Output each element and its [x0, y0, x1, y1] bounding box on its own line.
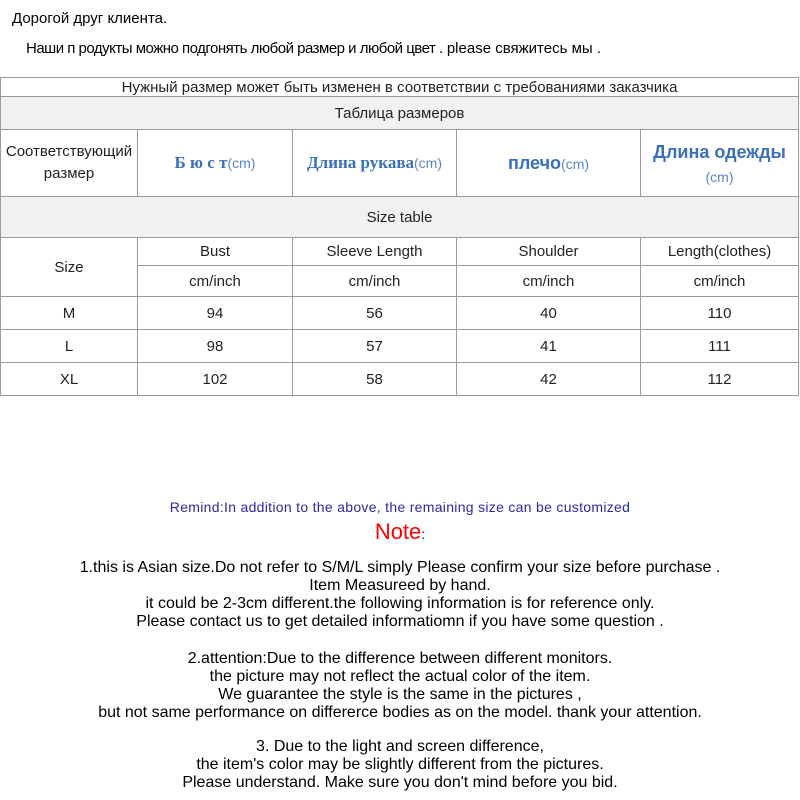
note-line: We guarantee the style is the same in the pictures , [218, 686, 582, 703]
value-cell: 102 [138, 363, 293, 396]
note-paragraph-2 [0, 650, 800, 722]
value-cell: 58 [293, 363, 457, 396]
ru-header-size [1, 130, 138, 197]
value-cell: 112 [641, 363, 799, 396]
table-row [1, 363, 799, 396]
ru-header-sleeve [293, 130, 457, 197]
greeting-text: Дорогой друг клиента. [12, 10, 168, 27]
note-line: 3. Due to the light and screen difference, [256, 738, 544, 755]
note-word: Note [374, 519, 422, 544]
value-cell: 110 [641, 297, 799, 330]
size-table-label: Size table [1, 197, 799, 238]
value-cell: 111 [641, 330, 799, 363]
value-cell: 98 [138, 330, 293, 363]
ru-header-sleeve-unit: (cm) [414, 155, 443, 171]
value-cell: 57 [293, 330, 457, 363]
table-title: Таблица размеров [1, 97, 799, 130]
size-column-header: Size [1, 238, 138, 297]
size-cell: XL [1, 363, 138, 396]
ru-header-bust [138, 130, 293, 197]
value-cell: 42 [457, 363, 641, 396]
note-line: Item Measureed by hand. [309, 577, 491, 594]
column-header-sleeve: Sleeve Length [293, 238, 457, 266]
note-line: Please understand. Make sure you don't mind before you bid. [182, 774, 618, 791]
note-colon: : [421, 526, 426, 542]
note-paragraph-1 [0, 559, 800, 631]
ru-header-size-line1: Соответствующий [5, 143, 133, 160]
ru-header-shoulder-label: плечо [507, 152, 562, 173]
value-cell: 41 [457, 330, 641, 363]
ru-header-shoulder-unit: (cm) [561, 155, 590, 172]
note-line: 1.this is Asian size.Do not refer to S/M/L simply Please confirm your size before purchase . [79, 559, 721, 576]
value-cell: 94 [138, 297, 293, 330]
remind-text: Remind:In addition to the above, the remaining size can be customized [169, 499, 631, 515]
note-line: the item's color may be slightly different from the pictures. [196, 756, 604, 773]
table-row [1, 330, 799, 363]
ru-header-sleeve-label: Длина рукава [306, 153, 415, 172]
size-cell: L [1, 330, 138, 363]
ru-header-shoulder [457, 130, 641, 197]
unit-cell: cm/inch [293, 266, 457, 297]
value-cell: 56 [293, 297, 457, 330]
column-header-length: Length(clothes) [641, 238, 799, 266]
note-line: but not same performance on differerce bodies as on the model. thank your attention. [98, 704, 702, 721]
value-cell: 40 [457, 297, 641, 330]
table-row [1, 297, 799, 330]
column-header-bust: Bust [138, 238, 293, 266]
size-cell: M [1, 297, 138, 330]
customization-text [26, 40, 601, 57]
note-heading [0, 519, 800, 545]
ru-header-length-label: Длина одежды [653, 141, 786, 162]
note-line: it could be 2-3cm different.the following information is for reference only. [145, 595, 655, 612]
note-line: 2.attention:Due to the difference between different monitors. [187, 650, 613, 667]
size-table [0, 77, 799, 396]
customization-contact: please свяжитесь мы . [446, 40, 602, 57]
column-header-shoulder: Shoulder [457, 238, 641, 266]
unit-cell: cm/inch [138, 266, 293, 297]
note-paragraph-3 [0, 738, 800, 792]
customization-ru: Наши п родукты можно подгонять любой размер и любой цвет . [26, 40, 443, 57]
unit-cell: cm/inch [457, 266, 641, 297]
ru-header-length [641, 130, 799, 197]
note-line: the picture may not reflect the actual color of the item. [209, 668, 591, 685]
note-line: Please contact us to get detailed informatiomn if you have some question . [136, 613, 664, 630]
ru-header-bust-label: Б ю с т [174, 153, 228, 172]
ru-header-bust-unit: (cm) [227, 155, 256, 171]
ru-header-length-unit: (cm) [705, 168, 734, 185]
ru-header-size-line2: размер [43, 165, 95, 182]
unit-cell: cm/inch [641, 266, 799, 297]
customization-note: Нужный размер может быть изменен в соответствии с требованиями заказчика [1, 78, 799, 97]
